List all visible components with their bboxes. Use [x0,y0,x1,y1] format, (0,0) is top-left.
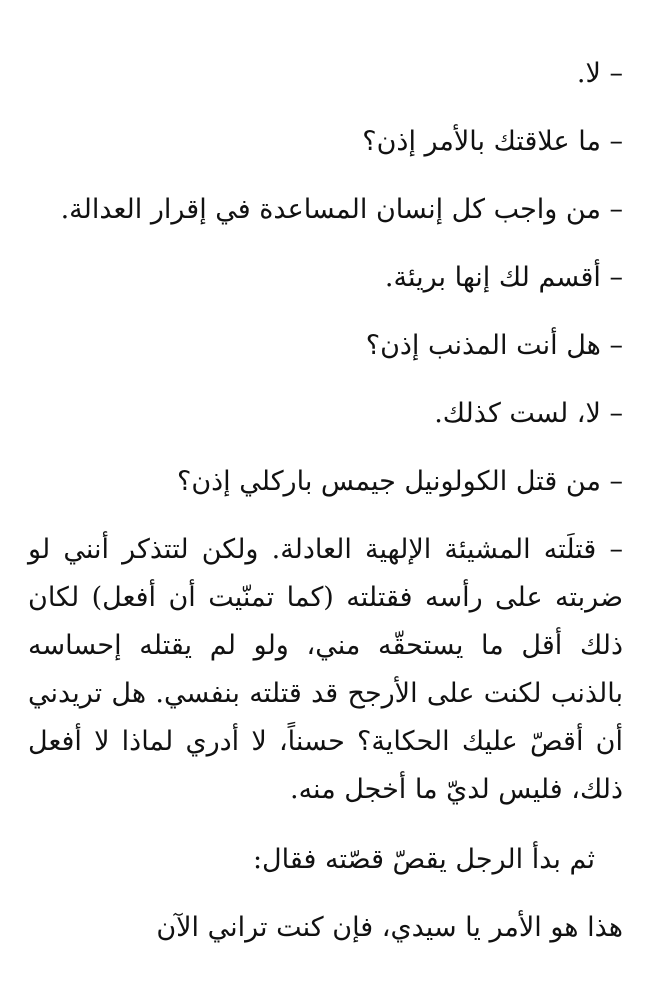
dialogue-line-who-killed: – من قتل الكولونيل جيمس باركلي إذن؟ [176,466,623,497]
narration-line-story-begins: ثم بدأ الرجل يقصّ قصّته فقال: [252,844,595,875]
dialogue-line-innocent-oath: – أقسم لك إنها بريئة. [384,262,623,293]
dialogue-line-guilty-question: – هل أنت المذنب إذن؟ [365,330,623,361]
dialogue-line-long-answer: – قتلَته المشيئة الإلهية العادلة. ولكن لتتذكر أنني لو ضربته على رأسه فقتلته (كما تمنّيت أن أفعل) لكان ذلك أقل ما يستحقّه مني، ولو لم يقتله إحساسه بالذنب لكنت على الأرجح قد قتلته بنفسي. هل تريدني أن أقصّ عليك الحكاية؟ حسناً، لا أدري لماذا لا أفعل ذلك، فليس لديّ ما أخجل منه. [28,534,623,805]
dialogue-line-not-guilty: – لا، لست كذلك. [434,398,623,429]
page-text [28,50,623,952]
dialogue-line-no: – لا. [576,58,623,89]
dialogue-line-relation-question: – ما علاقتك بالأمر إذن؟ [362,126,623,157]
narration-line-this-is-the-matter: هذا هو الأمر يا سيدي، فإن كنت تراني الآن [156,912,623,943]
dialogue-line-duty-justice: – من واجب كل إنسان المساعدة في إقرار العدالة. [60,194,623,225]
